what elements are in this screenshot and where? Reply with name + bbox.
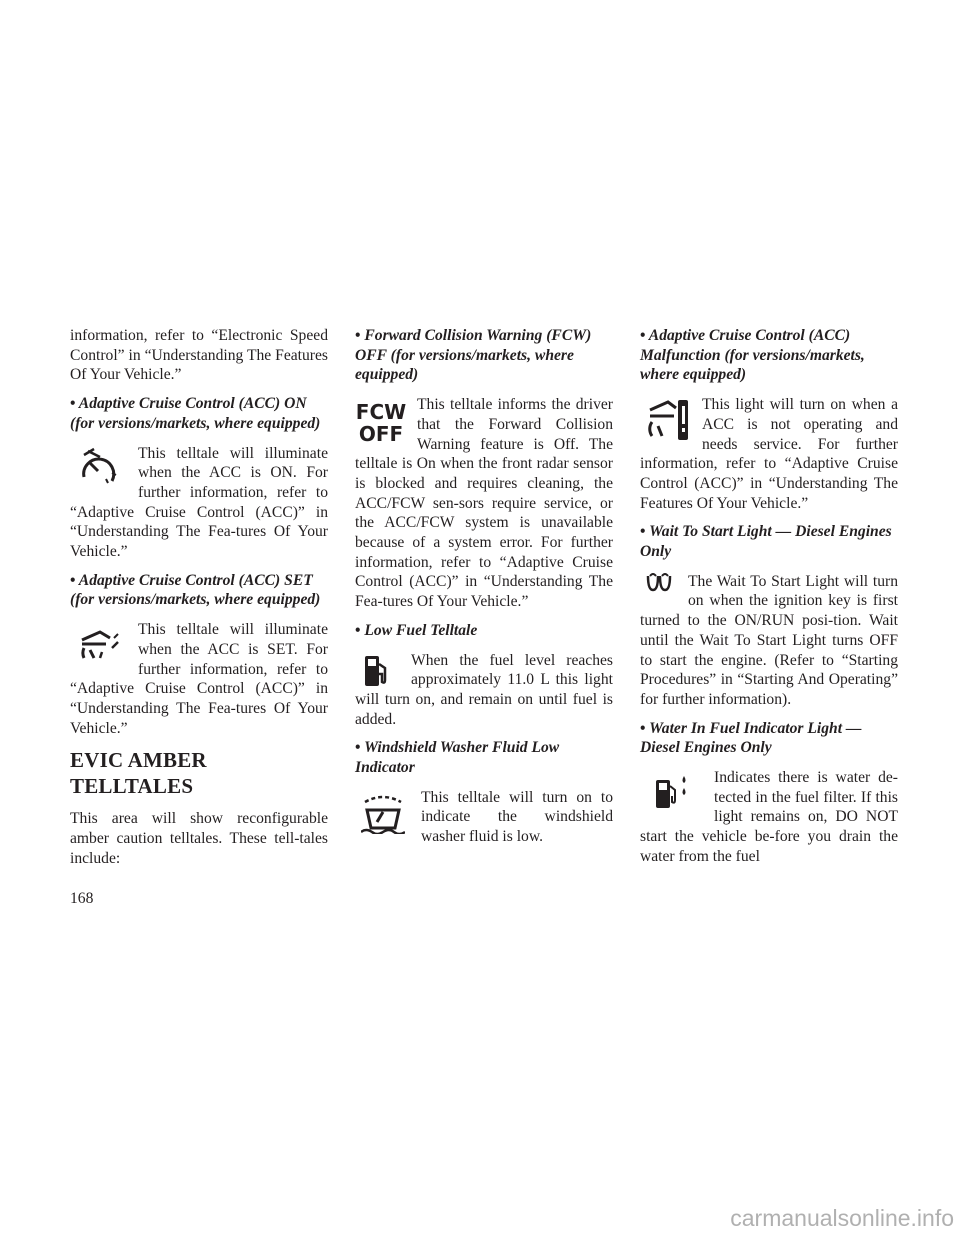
- water-in-fuel-title: • Water In Fuel Indicator Light — Diesel Engines Only: [640, 719, 862, 757]
- column-left: [70, 326, 328, 877]
- acc-on-icon: [80, 447, 118, 487]
- acc-set-body: This telltale will illuminate when the ACC is SET. For further information, refer to “Adaptive Cruise Control (ACC)” in “Understanding The Fea-tures Of Your Vehicle.”: [70, 621, 328, 737]
- acc-set-title: • Adaptive Cruise Control (ACC) SET (for versions/markets, where equipped): [70, 571, 321, 609]
- acc-on-title: • Adaptive Cruise Control (ACC) ON (for versions/markets, where equipped): [70, 395, 321, 432]
- section-heading-body: This area will show reconfigurable amber caution telltales. These tell-tales include:: [70, 810, 328, 867]
- acc-set-icon: [80, 628, 120, 662]
- water-in-fuel-body: Indicates there is water de-tected in the fuel filter. If this light remains on, DO NOT start the vehicle be-fore you drain the water from the fuel: [640, 769, 898, 865]
- wait-to-start-body: The Wait To Start Light will turn on when the ignition key is first turned to the ON/RUN posi-tion. Wait until the Wait To Start Light turns OFF to start the engine. (Refer to “Starting Procedures” in “Starting And Operating” for further information).: [640, 572, 898, 708]
- acc-on-body: This telltale will illuminate when the ACC is ON. For further information, refer to “Adaptive Cruise Control (ACC)” in “Understanding The Fea-tures Of Your Vehicle.”: [70, 444, 328, 561]
- page-number: 168: [70, 890, 94, 907]
- wait-to-start-title: • Wait To Start Light — Diesel Engines Only: [640, 523, 892, 561]
- fcw-body: FCW OFF This telltale informs the driver that the Forward Collision Warning feature is Off. The telltale is On when the front radar sensor is blocked and requires cleaning, the ACC/FCW sen-sors require service, or the ACC/FCW system is unavailable because of a system error. For further information, refer to “Adaptive Cruise Control (ACC)” in “Understanding The Fea-tures Of Your Vehicle.”: [355, 396, 613, 611]
- fcw-off-icon: [355, 399, 407, 445]
- acc-malfunction-title: • Adaptive Cruise Control (ACC) Malfunction (for versions/markets, where equipped): [640, 327, 865, 384]
- glow-plug-icon: [646, 572, 674, 592]
- low-fuel-title: • Low Fuel Telltale: [355, 621, 478, 639]
- washer-title: • Windshield Washer Fluid Low Indicator: [355, 739, 560, 777]
- intro-paragraph: information, refer to “Electronic Speed Control” in “Understanding The Features Of Your Vehicle.”: [70, 327, 328, 384]
- watermark[interactable]: carmanualsonline.info: [730, 1205, 954, 1231]
- low-fuel-body: When the fuel level reaches approximately 11.0 L this light will turn on, and remain on until fuel is added.: [355, 651, 613, 728]
- fcw-title: • Forward Collision Warning (FCW) OFF (for versions/markets, where equipped): [355, 327, 592, 384]
- column-middle: [355, 326, 613, 856]
- column-right: [640, 326, 898, 876]
- section-heading: EVIC AMBER TELLTALES: [70, 748, 207, 799]
- acc-malfunction-icon: [646, 398, 690, 442]
- washer-fluid-icon: [361, 790, 405, 834]
- water-in-fuel-icon: [654, 774, 690, 810]
- fuel-pump-icon: [363, 654, 389, 688]
- washer-body: This telltale will turn on to indicate the windshield washer fluid is low.: [355, 788, 613, 847]
- off-icon-text: OFF: [358, 422, 404, 446]
- acc-malfunction-body: This light will turn on when a ACC is not operating and needs service. For further information, refer to “Adaptive Cruise Control (ACC)” in “Understanding The Features Of Your Vehicle.”: [640, 396, 898, 512]
- fcw-icon-text: FCW: [355, 400, 407, 425]
